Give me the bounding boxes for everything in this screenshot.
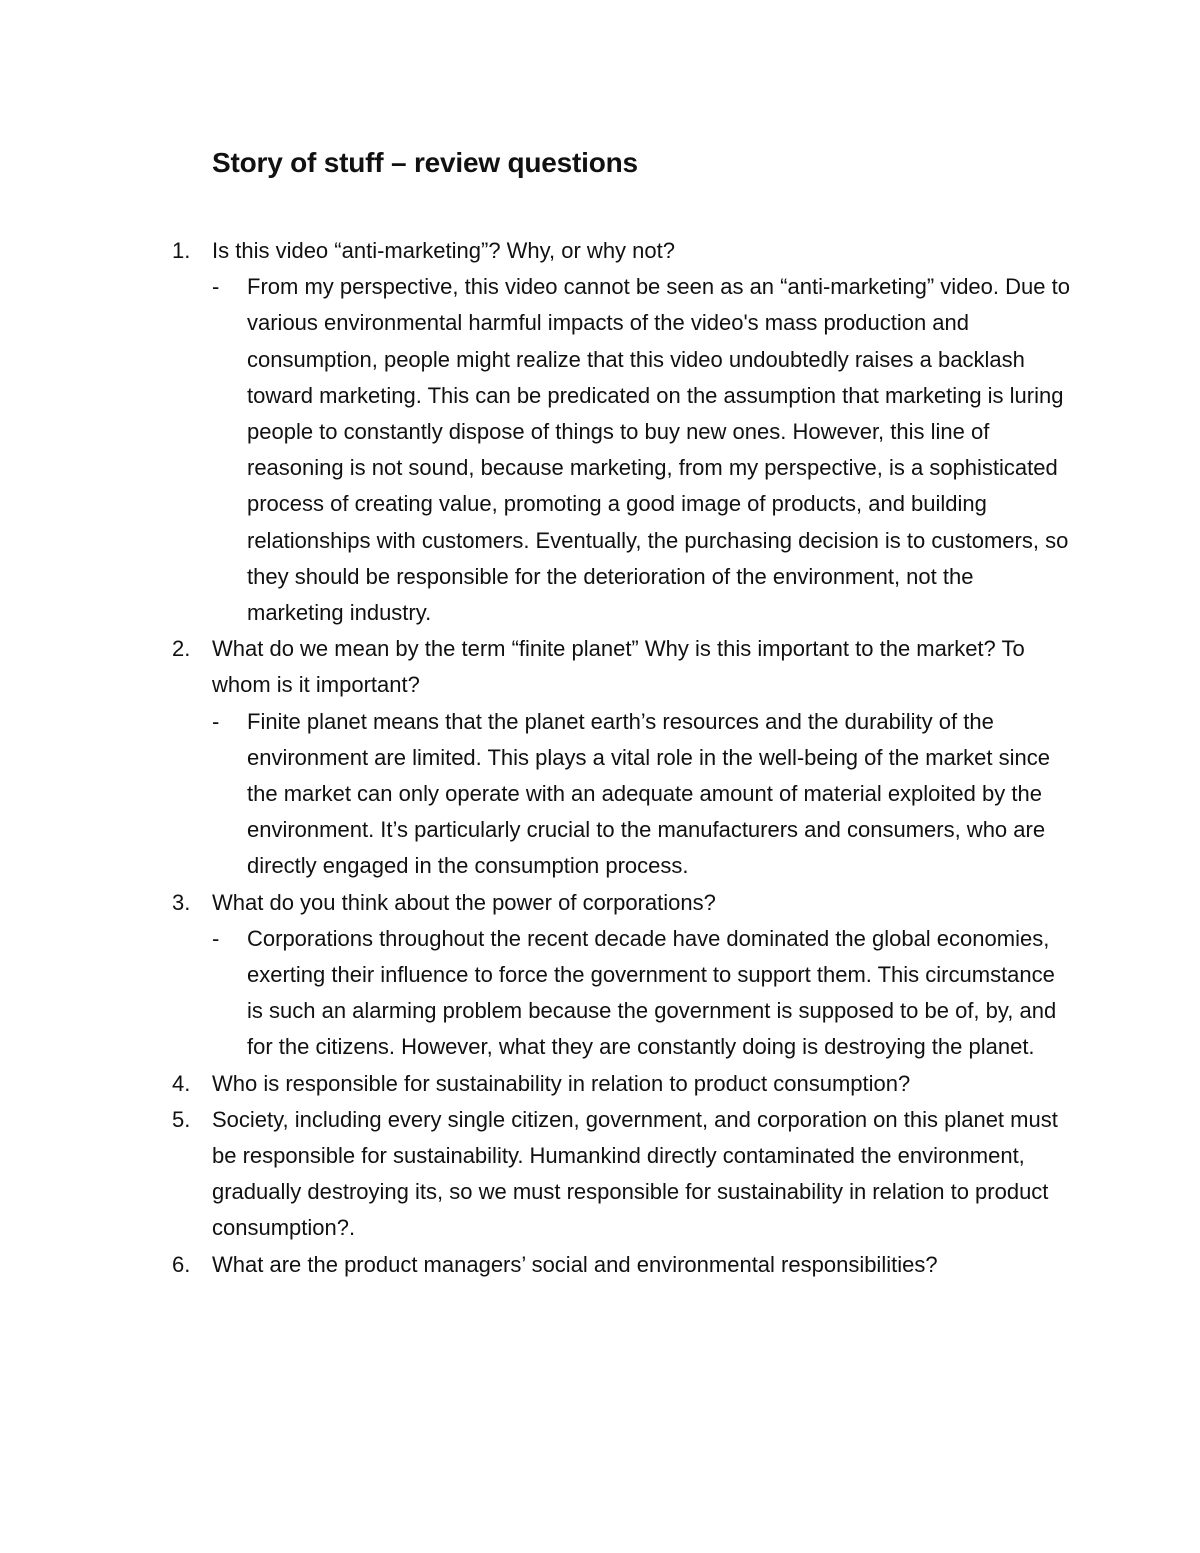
question-text: Is this video “anti-marketing”? Why, or why not? bbox=[212, 238, 675, 263]
question-number: 5. bbox=[172, 1106, 191, 1132]
question-number: 2. bbox=[172, 636, 191, 662]
dash-bullet: - bbox=[212, 274, 220, 300]
question-text: Society, including every single citizen, government, and corporation on this planet must be responsible for sustainability. Humankind directly contaminated the environment, gradually destroying its, so we must responsible for sustainability in relation to product consumption?. bbox=[212, 1106, 1058, 1241]
question-number: 4. bbox=[172, 1070, 191, 1096]
answer-text: From my perspective, this video cannot be seen as an “anti-marketing” video. Due to various environmental harmful impacts of the video's mass production and consumption, people might realize that this video undoubtedly raises a backlash toward marketing. This can be predicated on the assumption that marketing is luring people to constantly dispose of things to buy new ones. However, this line of reasoning is not sound, because marketing, from my perspective, is a sophisticated process of creating value, promoting a good image of products, and building relationships with customers. Eventually, the purchasing decision is to customers, so they should be responsible for the deterioration of the environment, not the marketing industry. bbox=[247, 274, 1070, 626]
answer-text: Corporations throughout the recent decade have dominated the global economies, exerting their influence to force the government to support them. This circumstance is such an alarming problem because the government is supposed to be of, by, and for the citizens. However, what they are constantly doing is destroying the planet. bbox=[247, 925, 1057, 1060]
answer-block bbox=[212, 269, 1072, 631]
question-item-1 bbox=[172, 233, 1072, 631]
question-text: What are the product managers’ social and environmental responsibilities? bbox=[212, 1251, 938, 1277]
question-number: 1. bbox=[172, 238, 191, 263]
question-text: What do you think about the power of corporations? bbox=[212, 889, 716, 915]
question-text: Who is responsible for sustainability in relation to product consumption? bbox=[212, 1070, 911, 1096]
question-item-6 bbox=[172, 1247, 1072, 1283]
question-item-4 bbox=[172, 1066, 1072, 1102]
question-number: 3. bbox=[172, 889, 191, 915]
dash-bullet: - bbox=[212, 925, 220, 951]
question-text: What do we mean by the term “finite planet” Why is this important to the market? To whom is it important? bbox=[212, 636, 1025, 698]
question-item-3 bbox=[172, 885, 1072, 1066]
question-number: 6. bbox=[172, 1251, 191, 1277]
question-item-5 bbox=[172, 1102, 1072, 1247]
answer-block bbox=[212, 704, 1072, 885]
question-list bbox=[172, 233, 1072, 1283]
dash-bullet: - bbox=[212, 708, 220, 734]
answer-block bbox=[212, 921, 1072, 1066]
question-item-2 bbox=[172, 631, 1072, 884]
document-title: Story of stuff – review questions bbox=[212, 147, 638, 178]
answer-text: Finite planet means that the planet earth’s resources and the durability of the environment are limited. This plays a vital role in the well-being of the market since the market can only operate with an adequate amount of material exploited by the environment. It’s particularly crucial to the manufacturers and consumers, who are directly engaged in the consumption process. bbox=[247, 708, 1050, 879]
